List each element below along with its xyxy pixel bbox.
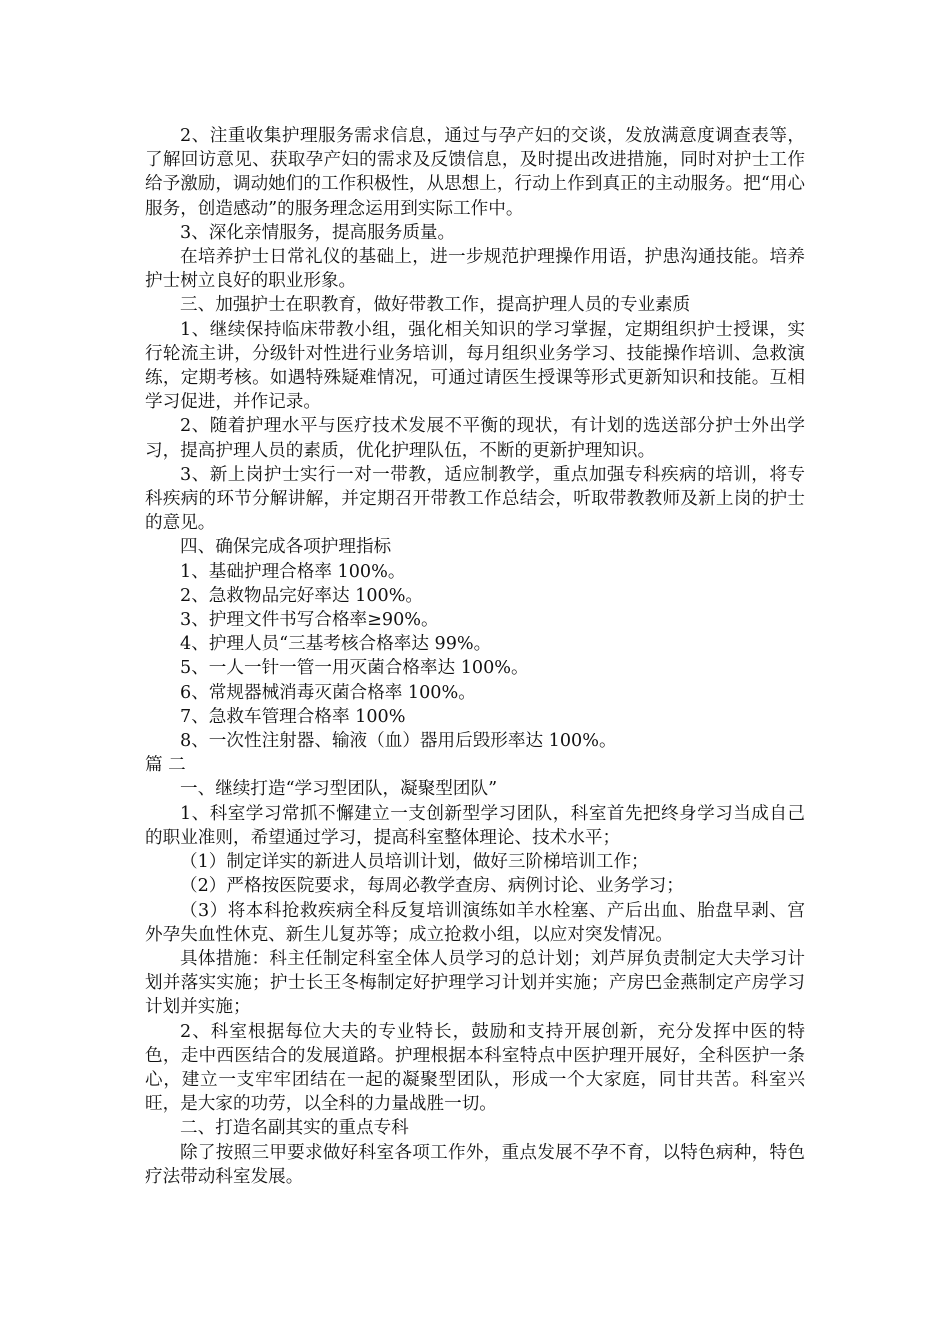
paragraph: 3、新上岗护士实行一对一带教，适应制教学，重点加强专科疾病的培训，将专科疾病的环节分解讲解，并定期召开带教工作总结会，听取带教教师及新上岗的护士的意见。 (145, 464, 805, 534)
paragraph: 具体措施：科主任制定科室全体人员学习的总计划；刘芦屏负责制定大夫学习计划并落实实施；护士长王冬梅制定好护理学习计划并实施；产房巴金燕制定产房学习计划并实施； (145, 948, 805, 1018)
paragraph: 8、一次性注射器、输液（血）器用后毁形率达 100%。 (180, 731, 617, 752)
paragraph: （2）严格按医院要求，每周必教学查房、病例讨论、业务学习； (180, 876, 684, 897)
paragraph: 4、护理人员“三基考核合格率达 99%。 (180, 634, 492, 655)
document-body (145, 124, 805, 1189)
paragraph: 1、科室学习常抓不懈建立一支创新型学习团队，科室首先把终身学习当成自己的职业准则，希望通过学习，提高科室整体理论、技术水平； (145, 803, 805, 848)
paragraph: 四、确保完成各项护理指标 (180, 537, 392, 558)
paragraph: 2、急救物品完好率达 100%。 (180, 585, 424, 606)
paragraph: 一、继续打造“学习型团队，凝聚型团队” (180, 779, 498, 800)
paragraph: 除了按照三甲要求做好科室各项工作外，重点发展不孕不育，以特色病种，特色疗法带动科室发展。 (145, 1142, 805, 1187)
paragraph: （1）制定详实的新进人员培训计划，做好三阶梯培训工作； (180, 852, 649, 873)
paragraph: （3）将本科抢救疾病全科反复培训演练如羊水栓塞、产后出血、胎盘早剥、宫外孕失血性休克、新生儿复苏等；成立抢救小组，以应对突发情况。 (145, 900, 805, 945)
paragraph: 二、打造名副其实的重点专科 (180, 1118, 409, 1139)
paragraph: 1、继续保持临床带教小组，强化相关知识的学习掌握，定期组织护士授课，实行轮流主讲，分级针对性进行业务培训，每月组织业务学习、技能操作培训、急救演练，定期考核。如遇特殊疑难情况，可通过请医生授课等形式更新知识和技能。互相学习促进，并作记录。 (145, 319, 805, 413)
paragraph: 2、随着护理水平与医疗技术发展不平衡的现状，有计划的选送部分护士外出学习，提高护理人员的素质，优化护理队伍，不断的更新护理知识。 (145, 416, 805, 461)
paragraph: 6、常规器械消毒灭菌合格率 100%。 (180, 682, 476, 703)
section-heading: 篇 二 (145, 755, 186, 776)
paragraph: 7、急救车管理合格率 100% (180, 706, 406, 727)
paragraph: 5、一人一针一管一用灭菌合格率达 100%。 (180, 658, 529, 679)
paragraph: 2、注重收集护理服务需求信息，通过与孕产妇的交谈，发放满意度调查表等，了解回访意见、获取孕产妇的需求及反馈信息，及时提出改进措施，同时对护士工作给予激励，调动她们的工作积极性，从思想上，行动上作到真正的主动服务。把“用心服务，创造感动”的服务理念运用到实际工作中。 (145, 126, 805, 219)
paragraph: 2、科室根据每位大夫的专业特长，鼓励和支持开展创新，充分发挥中医的特色，走中西医结合的发展道路。护理根据本科室特点中医护理开展好，全科医护一条心，建立一支牢牢团结在一起的凝聚型团队，形成一个大家庭，同甘共苦。科室兴旺，是大家的功劳，以全科的力量战胜一切。 (145, 1021, 805, 1115)
paragraph: 3、护理文件书写合格率≥90%。 (180, 610, 439, 631)
paragraph: 三、加强护士在职教育，做好带教工作，提高护理人员的专业素质 (180, 295, 691, 316)
paragraph: 在培养护士日常礼仪的基础上，进一步规范护理操作用语，护患沟通技能。培养护士树立良好的职业形象。 (145, 247, 805, 292)
paragraph: 1、基础护理合格率 100%。 (180, 561, 406, 582)
paragraph: 3、深化亲情服务，提高服务质量。 (180, 222, 456, 243)
